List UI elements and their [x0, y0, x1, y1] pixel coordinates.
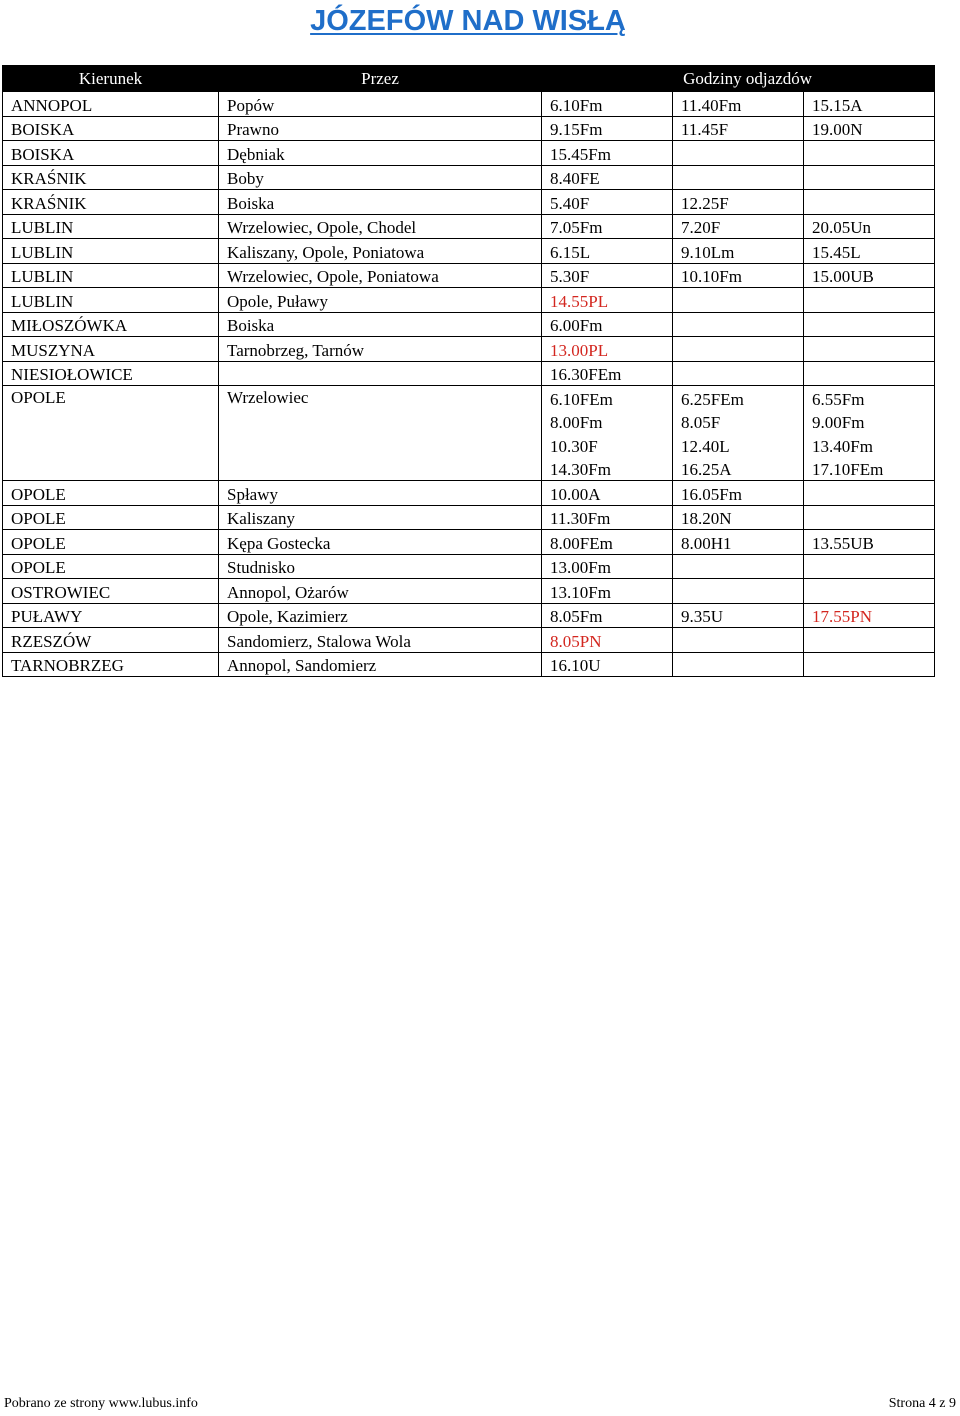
- time-cell: 6.55Fm: [804, 386, 935, 410]
- time-cell: 15.45Fm: [542, 141, 673, 166]
- time-cell: [804, 579, 935, 604]
- via-cell: Boby: [219, 165, 542, 190]
- time-cell: 16.10U: [542, 652, 673, 677]
- time-cell: [804, 361, 935, 386]
- time-cell: 15.00UB: [804, 263, 935, 288]
- time-cell: 5.30F: [542, 263, 673, 288]
- table-row: [3, 628, 935, 653]
- direction-cell: ANNOPOL: [3, 92, 219, 117]
- timetable: [2, 65, 935, 677]
- time-cell: 6.10FEm: [542, 386, 673, 410]
- via-cell: Wrzelowiec, Opole, Poniatowa: [219, 263, 542, 288]
- via-cell: Studnisko: [219, 554, 542, 579]
- table-row: [3, 263, 935, 288]
- time-cell: 10.10Fm: [673, 263, 804, 288]
- time-cell-highlighted: 17.55PN: [804, 603, 935, 628]
- time-cell: 7.05Fm: [542, 214, 673, 239]
- direction-cell: OPOLE: [3, 386, 219, 481]
- time-cell: 19.00N: [804, 116, 935, 141]
- time-cell: 13.00Fm: [542, 554, 673, 579]
- via-cell: Wrzelowiec, Opole, Chodel: [219, 214, 542, 239]
- time-cell: 17.10FEm: [804, 457, 935, 481]
- time-cell: 13.10Fm: [542, 579, 673, 604]
- time-cell: 8.00FEm: [542, 530, 673, 555]
- direction-cell: PUŁAWY: [3, 603, 219, 628]
- time-cell: 6.25FEm: [673, 386, 804, 410]
- table-row: [3, 579, 935, 604]
- via-cell: Tarnobrzeg, Tarnów: [219, 337, 542, 362]
- time-cell: 8.05Fm: [542, 603, 673, 628]
- table-row: [3, 603, 935, 628]
- table-row: [3, 239, 935, 264]
- direction-cell: LUBLIN: [3, 214, 219, 239]
- via-cell: Opole, Kazimierz: [219, 603, 542, 628]
- time-cell: 18.20N: [673, 505, 804, 530]
- time-cell: 6.15L: [542, 239, 673, 264]
- time-cell: [673, 288, 804, 313]
- time-cell-highlighted: 8.05PN: [542, 628, 673, 653]
- via-cell: Spławy: [219, 481, 542, 506]
- via-cell: Wrzelowiec: [219, 386, 542, 481]
- table-row: [3, 554, 935, 579]
- via-cell: Kępa Gostecka: [219, 530, 542, 555]
- direction-cell: LUBLIN: [3, 263, 219, 288]
- table-row: [3, 116, 935, 141]
- via-cell: Sandomierz, Stalowa Wola: [219, 628, 542, 653]
- table-row: [3, 505, 935, 530]
- direction-cell: MIŁOSZÓWKA: [3, 312, 219, 337]
- time-cell: [673, 337, 804, 362]
- table-header-row: [3, 66, 935, 92]
- time-cell: [804, 554, 935, 579]
- direction-cell: OSTROWIEC: [3, 579, 219, 604]
- header-direction: Kierunek: [3, 66, 219, 92]
- time-cell: 14.30Fm: [542, 457, 673, 481]
- time-cell: 6.00Fm: [542, 312, 673, 337]
- direction-cell: OPOLE: [3, 530, 219, 555]
- time-cell: 8.05F: [673, 410, 804, 434]
- time-cell: 8.00H1: [673, 530, 804, 555]
- table-row: [3, 141, 935, 166]
- time-cell: [804, 652, 935, 677]
- time-cell-highlighted: 13.00PL: [542, 337, 673, 362]
- time-cell: [804, 288, 935, 313]
- time-cell: [804, 481, 935, 506]
- time-cell: [804, 312, 935, 337]
- direction-cell: KRAŚNIK: [3, 165, 219, 190]
- via-cell: Annopol, Ożarów: [219, 579, 542, 604]
- table-row: [3, 361, 935, 386]
- time-cell: 10.30F: [542, 433, 673, 457]
- time-cell: 10.00A: [542, 481, 673, 506]
- via-cell: Prawno: [219, 116, 542, 141]
- via-cell: Opole, Puławy: [219, 288, 542, 313]
- table-row: [3, 312, 935, 337]
- time-cell: [673, 312, 804, 337]
- time-cell: [673, 165, 804, 190]
- time-cell: 20.05Un: [804, 214, 935, 239]
- table-row: [3, 92, 935, 117]
- direction-cell: BOISKA: [3, 141, 219, 166]
- time-cell: 9.10Lm: [673, 239, 804, 264]
- via-cell: Kaliszany: [219, 505, 542, 530]
- time-cell: 12.40L: [673, 433, 804, 457]
- time-cell: 7.20F: [673, 214, 804, 239]
- time-cell: [673, 361, 804, 386]
- table-row: [3, 530, 935, 555]
- via-cell: Boiska: [219, 190, 542, 215]
- via-cell: Kaliszany, Opole, Poniatowa: [219, 239, 542, 264]
- via-cell: Popów: [219, 92, 542, 117]
- table-row: [3, 652, 935, 677]
- time-cell: 6.10Fm: [542, 92, 673, 117]
- direction-cell: LUBLIN: [3, 288, 219, 313]
- time-cell: [804, 628, 935, 653]
- table-row: [3, 288, 935, 313]
- time-cell: [673, 579, 804, 604]
- time-cell: 15.15A: [804, 92, 935, 117]
- direction-cell: OPOLE: [3, 505, 219, 530]
- via-cell: [219, 361, 542, 386]
- table-row: [3, 214, 935, 239]
- direction-cell: NIESIOŁOWICE: [3, 361, 219, 386]
- direction-cell: RZESZÓW: [3, 628, 219, 653]
- direction-cell: LUBLIN: [3, 239, 219, 264]
- direction-cell: OPOLE: [3, 481, 219, 506]
- time-cell: [673, 652, 804, 677]
- header-via: Przez: [219, 66, 542, 92]
- time-cell-highlighted: 14.55PL: [542, 288, 673, 313]
- time-cell: [804, 505, 935, 530]
- time-cell: 8.40FE: [542, 165, 673, 190]
- time-cell: [804, 190, 935, 215]
- time-cell: 12.25F: [673, 190, 804, 215]
- time-cell: [804, 165, 935, 190]
- table-row: [3, 165, 935, 190]
- time-cell: 16.05Fm: [673, 481, 804, 506]
- direction-cell: MUSZYNA: [3, 337, 219, 362]
- time-cell: [804, 141, 935, 166]
- time-cell: 9.15Fm: [542, 116, 673, 141]
- direction-cell: OPOLE: [3, 554, 219, 579]
- via-cell: Annopol, Sandomierz: [219, 652, 542, 677]
- time-cell: 16.25A: [673, 457, 804, 481]
- direction-cell: KRAŚNIK: [3, 190, 219, 215]
- time-cell: 16.30FEm: [542, 361, 673, 386]
- direction-cell: BOISKA: [3, 116, 219, 141]
- via-cell: Dębniak: [219, 141, 542, 166]
- time-cell: 5.40F: [542, 190, 673, 215]
- time-cell: 11.30Fm: [542, 505, 673, 530]
- time-cell: 9.35U: [673, 603, 804, 628]
- table-row: [3, 190, 935, 215]
- time-cell: 9.00Fm: [804, 410, 935, 434]
- time-cell: [673, 628, 804, 653]
- footer-page-number: Strona 4 z 9: [888, 1396, 956, 1411]
- table-row: [3, 337, 935, 362]
- time-cell: [673, 554, 804, 579]
- time-cell: 13.55UB: [804, 530, 935, 555]
- time-cell: 13.40Fm: [804, 433, 935, 457]
- table-row: [3, 386, 935, 410]
- time-cell: [673, 141, 804, 166]
- header-departure-times: Godziny odjazdów: [542, 66, 935, 92]
- time-cell: 8.00Fm: [542, 410, 673, 434]
- table-row: [3, 481, 935, 506]
- time-cell: [804, 337, 935, 362]
- time-cell: 11.45F: [673, 116, 804, 141]
- time-cell: 11.40Fm: [673, 92, 804, 117]
- via-cell: Boiska: [219, 312, 542, 337]
- footer-source: Pobrano ze strony www.lubus.info: [4, 1396, 198, 1411]
- time-cell: 15.45L: [804, 239, 935, 264]
- page-title: JÓZEFÓW NAD WISŁĄ: [310, 5, 626, 37]
- direction-cell: TARNOBRZEG: [3, 652, 219, 677]
